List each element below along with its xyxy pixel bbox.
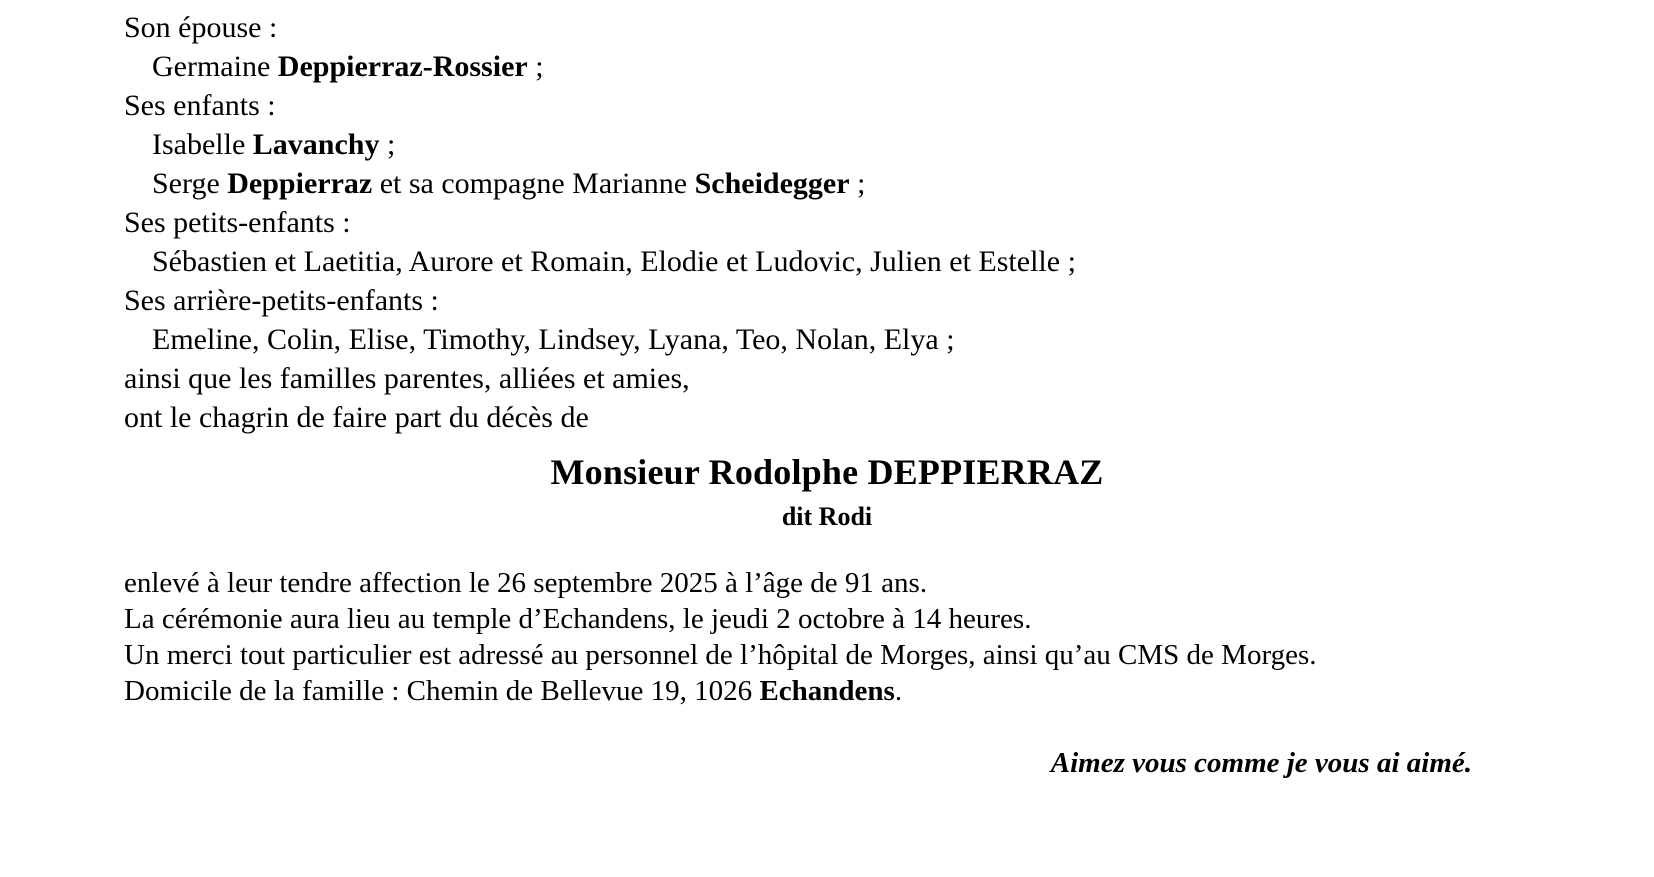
ceremony-line: La cérémonie aura lieu au temple d’Echandens, le jeudi 2 octobre à 14 heures. <box>124 603 1032 635</box>
details-block <box>124 565 1564 709</box>
child-last-name: Deppierraz <box>227 167 373 200</box>
closing-quote: Aimez vous comme je vous ai aimé. <box>1050 747 1472 779</box>
child-last-name: Lavanchy <box>252 128 380 161</box>
child-entry <box>124 125 1544 164</box>
spouse-separator: ; <box>527 50 544 83</box>
family-block <box>124 8 1544 437</box>
address-locality: Echandens <box>759 675 895 707</box>
child-entry <box>124 164 1544 203</box>
thanks-line: Un merci tout particulier est adressé au personnel de l’hôpital de Morges, ainsi qu’au CMS de Morges. <box>124 639 1317 671</box>
deceased-alias: dit Rodi <box>781 502 873 531</box>
quote-block <box>1051 745 1472 781</box>
spouse-first-name: Germaine <box>152 50 278 83</box>
great-grandchildren-list: Emeline, Colin, Elise, Timothy, Lindsey, Lyana, Teo, Nolan, Elya ; <box>152 323 955 356</box>
announcement-line: ont le chagrin de faire part du décès de <box>124 401 589 434</box>
deceased-block <box>0 450 1654 534</box>
child-first-name: Isabelle <box>152 128 253 161</box>
deceased-name: Monsieur Rodolphe DEPPIERRAZ <box>550 452 1104 492</box>
children-label: Ses enfants : <box>124 89 276 122</box>
address-text: Domicile de la famille : Chemin de Bellevue 19, 1026 <box>124 675 760 707</box>
child-separator: ; <box>849 167 866 200</box>
great-grandchildren-label: Ses arrière-petits-enfants : <box>124 284 439 317</box>
address-line <box>124 673 1564 709</box>
spouse-label: Son épouse : <box>124 11 278 44</box>
spouse-last-name: Deppierraz-Rossier <box>277 50 528 83</box>
address-period: . <box>894 675 903 707</box>
grandchildren-label: Ses petits-enfants : <box>124 206 351 239</box>
child-first-name: Serge <box>152 167 228 200</box>
relatives-line: ainsi que les familles parentes, alliées et amies, <box>124 362 690 395</box>
grandchildren-list: Sébastien et Laetitia, Aurore et Romain, Elodie et Ludovic, Julien et Estelle ; <box>152 245 1076 278</box>
child-separator: ; <box>379 128 396 161</box>
passing-line: enlevé à leur tendre affection le 26 septembre 2025 à l’âge de 91 ans. <box>124 567 928 599</box>
spouse-entry <box>124 47 1544 86</box>
child-partner-last-name: Scheidegger <box>694 167 850 200</box>
child-partner-text: et sa compagne Marianne <box>372 167 695 200</box>
